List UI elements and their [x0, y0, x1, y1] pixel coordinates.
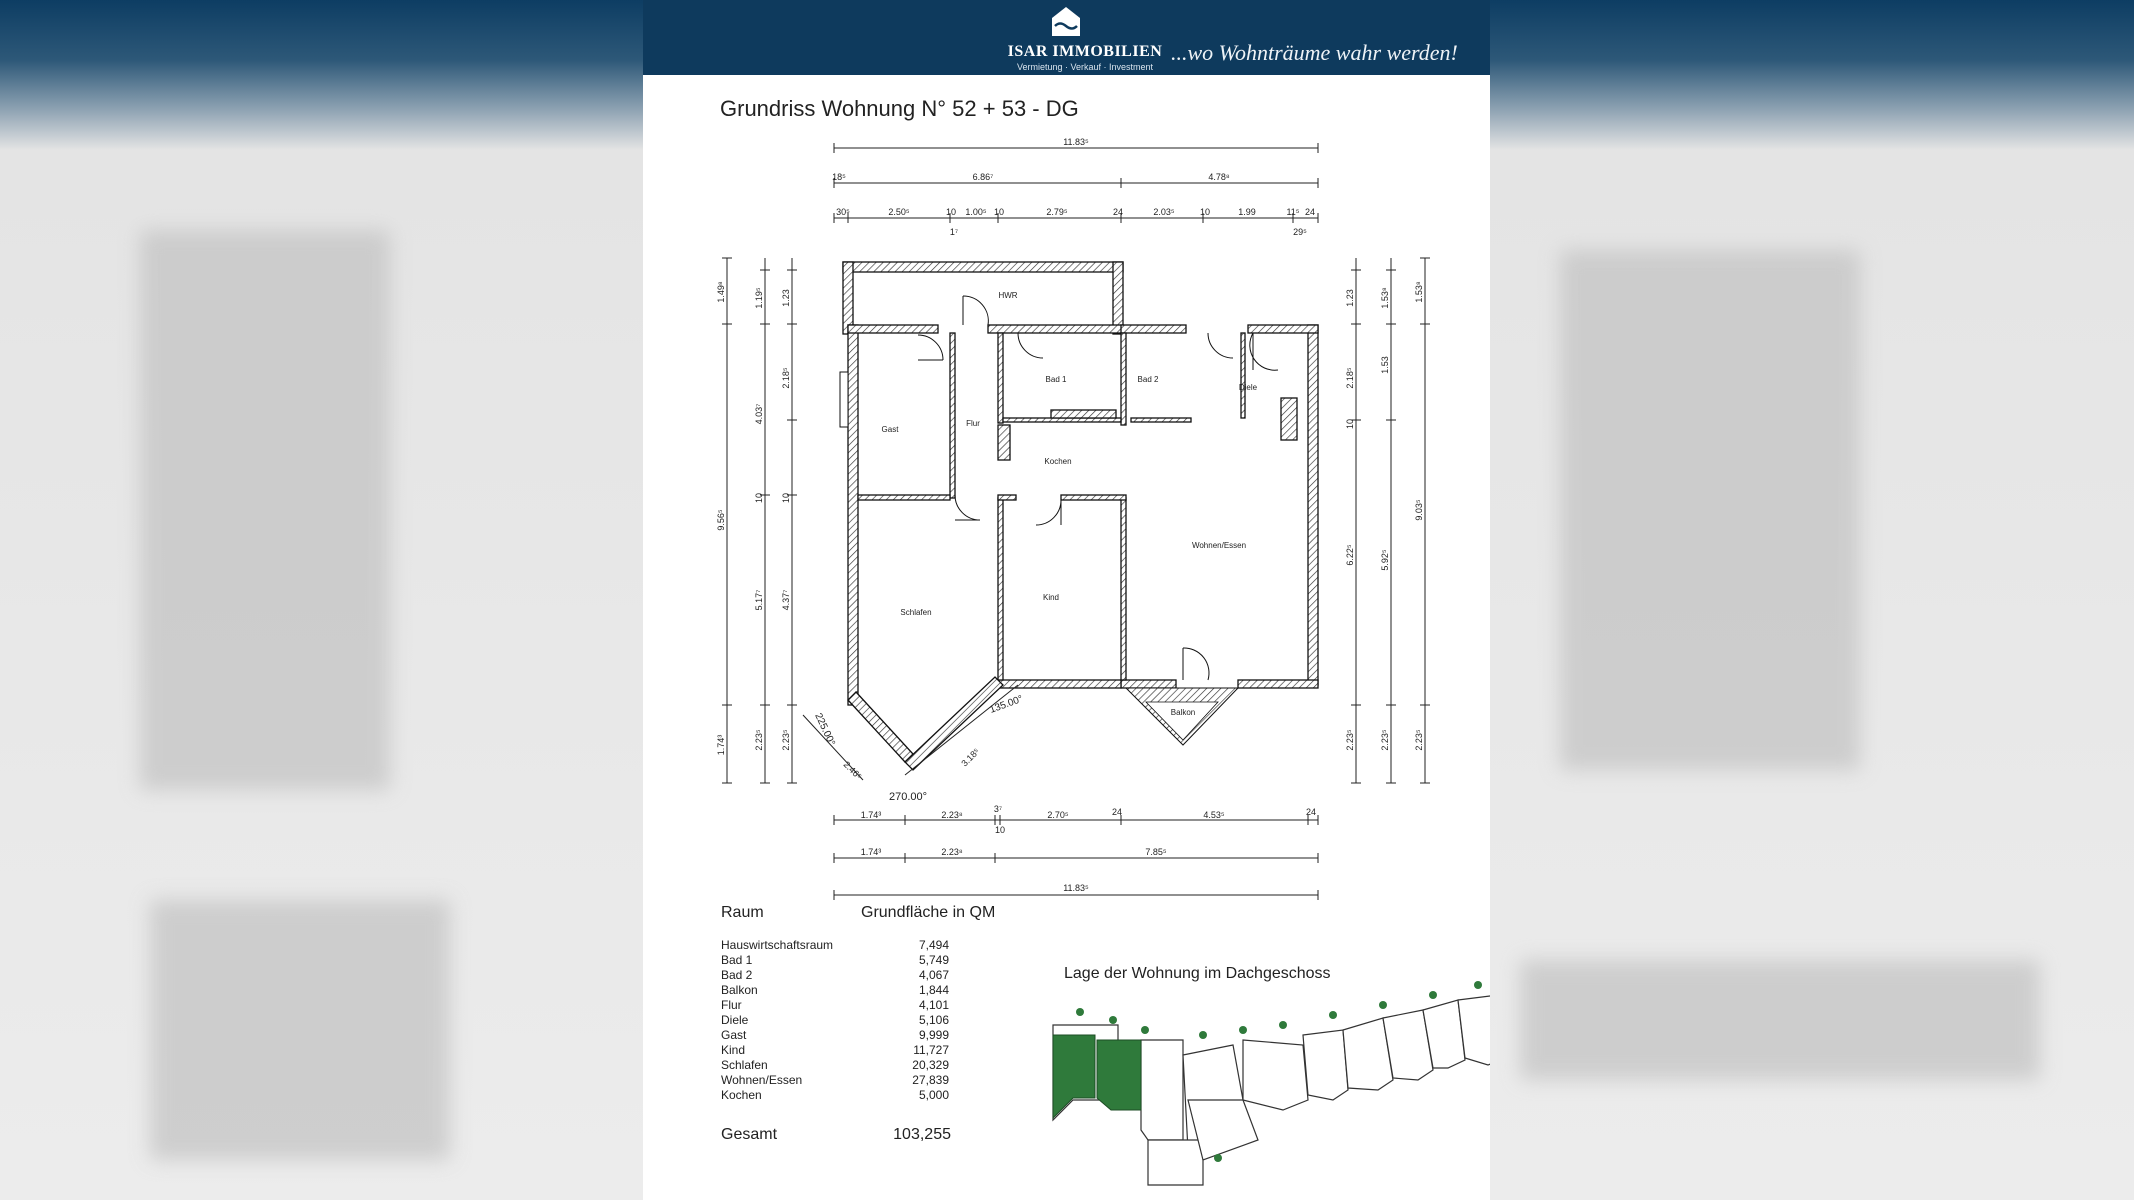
svg-text:24: 24	[1112, 207, 1124, 217]
svg-text:4.53⁵: 4.53⁵	[1203, 810, 1225, 820]
table-row: Bad 2 4,067	[721, 968, 949, 982]
svg-text:3.18⁵: 3.18⁵	[959, 746, 982, 769]
table-row: Gast 9,999	[721, 1028, 949, 1042]
svg-text:2.03⁵: 2.03⁵	[1153, 207, 1175, 217]
svg-text:2.23⁵: 2.23⁵	[1345, 729, 1355, 751]
svg-text:2.23⁵: 2.23⁵	[754, 729, 764, 751]
dim-right-labels	[1345, 281, 1424, 750]
room-flur: Flur	[966, 419, 980, 428]
brand-name: ISAR IMMOBILIEN	[1007, 43, 1163, 60]
svg-text:2.23⁵: 2.23⁵	[1380, 729, 1390, 751]
svg-text:10: 10	[945, 207, 957, 217]
dim-top-row	[836, 207, 1315, 237]
room-balkon: Balkon	[1170, 708, 1196, 717]
svg-text:2.23⁸: 2.23⁸	[941, 810, 963, 820]
location-title: Lage der Wohnung im Dachgeschoss	[1064, 965, 1331, 982]
svg-text:1.19⁵: 1.19⁵	[754, 287, 764, 309]
svg-text:1.23: 1.23	[781, 289, 791, 307]
table-row: Balkon 1,844	[721, 983, 949, 997]
table-row: Wohnen/Essen 27,839	[721, 1073, 949, 1087]
room-gast: Gast	[881, 425, 899, 434]
svg-text:1.74³: 1.74³	[860, 847, 882, 857]
room-kochen: Kochen	[1044, 457, 1072, 466]
svg-text:10: 10	[1345, 418, 1355, 430]
blurred-minimap-right	[1520, 960, 2040, 1080]
svg-text:10: 10	[993, 207, 1005, 217]
svg-text:1.74³: 1.74³	[860, 810, 882, 820]
document-page: ISAR IMMOBILIEN Vermietung · Verkauf · Investment ...wo Wohnträume wahr werden! Grundriss Wohnung N° 52 + 53 - DG 11.83⁵ 18⁵ 6.86⁷ 4.78⁸ 30⁵ 2.50⁵ 10 1.00⁵ 10 2.79⁵ 24 2.03⁵ 10 1.99 11⁵ 24 1⁷ 29⁵ 1.49⁸ 9.56⁵ 1.74³ 1.19⁵ 4.03⁷ 10 5.17⁷ 2.23⁵ 1.23 2.18⁵ 10 4.37⁷ 2.23⁵ 1.23 2.18⁵ 10 6.22⁵ 2.23⁵ 1.53⁸ 1.53 5.92⁵ 2.23⁵ 1.53⁸ 9.03⁵ 2.23⁵ HWR Bad 1 Bad 2 Diele Gast Flur Kochen Wohnen/Essen Schlafen Kind Balkon 225.00° 135.00° 270.00° 2.46⁵ 3.18⁵ 1.74³ 2.23⁸ 3⁷ 2.70⁵ 24 4.53⁵ 24 10 1.74³ 2.23⁸ 7.85⁵ 11.83⁵ Raum Grundfläche in QM Hauswirtschaftsraum 7,494 Bad 1 5,749 Bad 2 4,067 Balkon 1,844 Flur 4,101 Diele 5,106 Gast 9,999 Kind 11,727 Schlafen 20,329 Wohnen/Essen 27,839 Kochen 5,000 Gesamt 103,255 Lage der Wohnung im Dachgeschoss	[643, 0, 1490, 1200]
svg-text:1.00⁵: 1.00⁵	[965, 207, 987, 217]
dim-top-small: 18⁵	[832, 172, 846, 182]
svg-text:270.00°: 270.00°	[889, 791, 928, 803]
dim-bottom-labels	[861, 804, 1316, 893]
svg-text:1.53⁸: 1.53⁸	[1380, 287, 1390, 309]
dim-top-total: 11.83⁵	[1063, 137, 1089, 147]
dim-top-part2: 4.78⁸	[1208, 172, 1230, 182]
svg-text:5.17⁷: 5.17⁷	[754, 589, 764, 611]
svg-text:5.92⁵: 5.92⁵	[1380, 549, 1390, 571]
room-hwr: HWR	[998, 291, 1018, 300]
svg-text:2.70⁵: 2.70⁵	[1047, 810, 1069, 820]
svg-text:2.23⁵: 2.23⁵	[781, 729, 791, 751]
svg-text:1.23: 1.23	[1345, 289, 1355, 307]
svg-text:30⁵: 30⁵	[836, 207, 850, 217]
svg-text:2.23⁸: 2.23⁸	[941, 847, 963, 857]
room-bad1: Bad 1	[1045, 375, 1067, 384]
svg-text:2.46⁵: 2.46⁵	[841, 759, 864, 782]
svg-text:1.49⁸: 1.49⁸	[716, 281, 726, 303]
svg-text:10: 10	[754, 492, 764, 504]
svg-text:3⁷: 3⁷	[993, 804, 1003, 814]
svg-text:225.00°: 225.00°	[812, 711, 837, 748]
room-labels	[882, 291, 1258, 717]
dimension-lines-left	[722, 258, 797, 783]
svg-text:24: 24	[1111, 807, 1123, 817]
svg-text:4.03⁷: 4.03⁷	[754, 403, 764, 425]
svg-text:11⁵: 11⁵	[1286, 207, 1300, 217]
room-diele: Diele	[1238, 383, 1258, 392]
room-bad2: Bad 2	[1137, 375, 1159, 384]
highlighted-apartment	[1053, 1035, 1141, 1118]
page-title: Grundriss Wohnung N° 52 + 53 - DG	[720, 96, 1079, 121]
blurred-plan-right	[1560, 250, 1860, 770]
svg-text:29⁵: 29⁵	[1293, 227, 1307, 237]
svg-text:2.23⁵: 2.23⁵	[1414, 729, 1424, 751]
svg-text:24: 24	[1304, 207, 1316, 217]
table-row: Diele 5,106	[721, 1013, 949, 1027]
svg-text:1.74³: 1.74³	[716, 734, 726, 756]
doors	[918, 296, 1278, 680]
svg-text:2.79⁵: 2.79⁵	[1046, 207, 1068, 217]
brand-tagline: Vermietung · Verkauf · Investment	[1016, 62, 1154, 72]
walls	[843, 262, 1318, 770]
room-kind: Kind	[1042, 593, 1060, 602]
svg-text:2.18⁵: 2.18⁵	[1345, 367, 1355, 389]
dim-top-part1: 6.86⁷	[972, 172, 994, 182]
blurred-plan-left	[140, 230, 390, 790]
svg-text:1.53: 1.53	[1380, 356, 1390, 374]
table-row: Schlafen 20,329	[721, 1058, 949, 1072]
svg-text:10: 10	[781, 492, 791, 504]
table-header-area: Grundfläche in QM	[861, 904, 996, 921]
svg-text:6.22⁵: 6.22⁵	[1345, 544, 1355, 566]
blurred-table-left	[150, 900, 450, 1160]
svg-text:9.56⁵: 9.56⁵	[716, 509, 726, 531]
svg-text:4.37⁷: 4.37⁷	[781, 589, 791, 611]
slogan: ...wo Wohnträume wahr werden!	[1171, 40, 1458, 65]
svg-text:24: 24	[1305, 807, 1317, 817]
table-row: Bad 1 5,749	[721, 953, 949, 967]
floor-plan	[643, 0, 1490, 900]
svg-text:1.99: 1.99	[1238, 207, 1256, 217]
table-row: Hauswirtschaftsraum 7,494	[721, 938, 949, 952]
svg-text:2.18⁵: 2.18⁵	[781, 367, 791, 389]
table-row: Kind 11,727	[721, 1043, 949, 1057]
table-row: Flur 4,101	[721, 998, 949, 1012]
window	[840, 372, 848, 427]
svg-text:10: 10	[994, 825, 1006, 835]
room-schlafen: Schlafen	[900, 608, 932, 617]
svg-text:10: 10	[1199, 207, 1211, 217]
svg-text:1.53⁸: 1.53⁸	[1414, 281, 1424, 303]
svg-text:135.00°: 135.00°	[988, 693, 1025, 716]
room-wohnen: Wohnen/Essen	[1191, 541, 1247, 550]
table-row: Kochen 5,000	[721, 1088, 949, 1102]
svg-text:1⁷: 1⁷	[949, 227, 959, 237]
svg-text:2.50⁵: 2.50⁵	[888, 207, 910, 217]
table-header-room: Raum	[721, 904, 764, 921]
svg-text:11.83⁵: 11.83⁵	[1063, 883, 1089, 893]
angle-labels	[812, 694, 1024, 803]
svg-text:9.03⁵: 9.03⁵	[1414, 499, 1424, 521]
svg-text:7.85⁵: 7.85⁵	[1145, 847, 1167, 857]
